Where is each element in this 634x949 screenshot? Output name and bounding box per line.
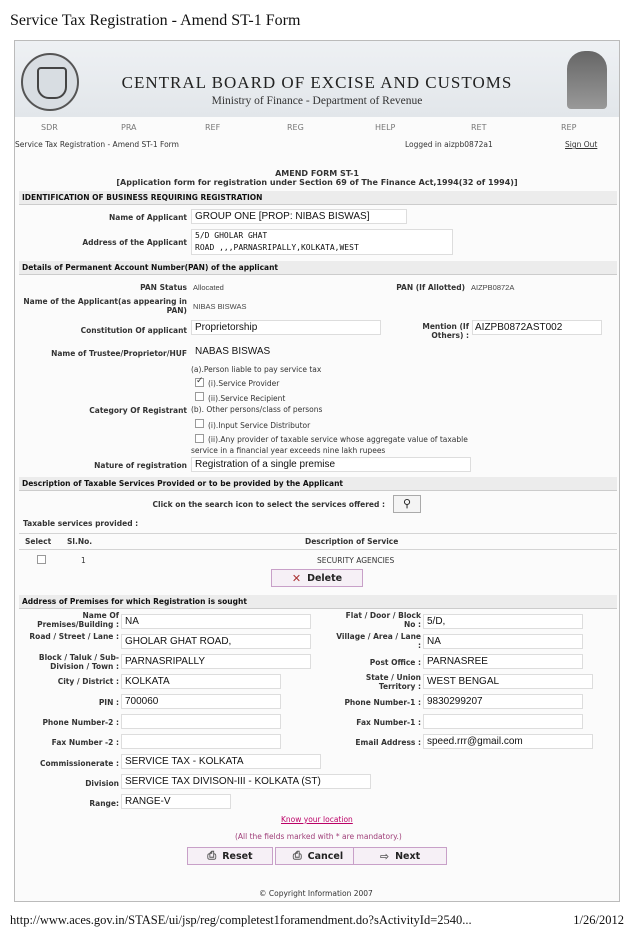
nav-item-ref[interactable]: REF: [205, 123, 221, 132]
section-pan: Details of Permanent Account Number(PAN) of the applicant: [19, 261, 617, 275]
print-date: 1/26/2012: [573, 913, 624, 927]
pin-label: PIN :: [98, 698, 119, 707]
commissionerate-value: SERVICE TAX - KOLKATA: [125, 756, 244, 767]
fax1-field[interactable]: [423, 714, 583, 729]
flat-field[interactable]: [423, 614, 583, 629]
village-label: Village / Area / Lane :: [336, 632, 421, 650]
service-row-slno: 1: [81, 556, 86, 565]
nature-of-registration-value: Registration of a single premise: [195, 459, 336, 470]
top-nav: [15, 121, 619, 135]
pan-name-value: NIBAS BISWAS: [193, 302, 247, 311]
city-label: City / District :: [57, 677, 119, 686]
division-value: SERVICE TAX DIVISON-III - KOLKATA (ST): [125, 776, 321, 787]
delete-button-label: Delete: [307, 572, 343, 584]
city-value: KOLKATA: [125, 676, 170, 687]
fax1-label: Fax Number-1 :: [356, 718, 421, 727]
taxable-services-heading: Taxable services provided :: [23, 519, 139, 528]
commissionerate-label: Commissionerate :: [40, 759, 119, 768]
pan-value: AIZPB0872A: [471, 283, 515, 292]
premises-name-field[interactable]: [121, 614, 311, 629]
section-services: Description of Taxable Services Provided or to be provided by the Applicant: [19, 477, 617, 491]
post-office-label: Post Office :: [369, 658, 421, 667]
nav-item-sdr[interactable]: SDR: [41, 123, 58, 132]
search-icon: ⚲: [402, 497, 412, 510]
pan-label: PAN (If Allotted): [396, 283, 465, 292]
cancel-button-label: Cancel: [307, 850, 344, 862]
input-service-distributor-label: (i).Input Service Distributor: [208, 421, 311, 430]
nav-item-pra[interactable]: PRA: [121, 123, 137, 132]
print-page-title: Service Tax Registration - Amend ST-1 Form: [10, 12, 301, 29]
nav-item-rep[interactable]: REP: [561, 123, 577, 132]
phone2-field[interactable]: [121, 714, 281, 729]
delete-icon: ✕: [291, 571, 302, 585]
nature-of-registration-label: Nature of registration: [94, 461, 187, 470]
mention-value: AIZPB0872AST002: [475, 322, 563, 333]
fax2-field[interactable]: [121, 734, 281, 749]
phone1-label: Phone Number-1 :: [344, 698, 421, 707]
search-services-button[interactable]: [393, 495, 421, 513]
phone2-label: Phone Number-2 :: [42, 718, 119, 727]
trustee-value: NABAS BISWAS: [195, 346, 271, 357]
state-label: State / Union Territory :: [365, 673, 421, 691]
block-value: PARNASRIPALLY: [125, 656, 206, 667]
form-title: AMEND FORM ST-1: [275, 169, 359, 178]
address-line-2: ROAD ,,,PARNASRIPALLY,KOLKATA,WEST: [195, 243, 359, 252]
constitution-label: Constitution Of applicant: [80, 326, 187, 335]
header-banner: [15, 41, 619, 117]
section-premises: Address of Premises for which Registration is sought: [19, 595, 617, 609]
premises-name-value: NA: [125, 616, 139, 627]
category-group-b: (b). Other persons/class of persons: [191, 405, 323, 414]
service-provider-checkbox[interactable]: [195, 378, 204, 387]
breadcrumb: Service Tax Registration - Amend ST-1 Form: [15, 140, 179, 149]
form-subtitle: [Application form for registration under Section 69 of The Finance Act,1994(32 of 1994)]: [116, 178, 518, 187]
state-value: WEST BENGAL: [427, 676, 500, 687]
premises-name-label: Name Of Premises/Building :: [37, 611, 119, 629]
section-identification: IDENTIFICATION OF BUSINESS REQUIRING REGISTRATION: [19, 191, 617, 205]
cancel-icon: ⎙: [292, 849, 302, 862]
phone1-value: 9830299207: [427, 696, 483, 707]
mandatory-note: (All the fields marked with * are mandatory.): [235, 832, 402, 841]
email-value: speed.rrr@gmail.com: [427, 736, 523, 747]
trustee-label: Name of Trustee/Proprietor/HUF: [51, 349, 187, 358]
range-label: Range:: [89, 799, 119, 808]
nav-item-ret[interactable]: RET: [471, 123, 487, 132]
search-instruction: Click on the search icon to select the services offered :: [152, 500, 385, 509]
next-arrow-icon: ⇨: [379, 849, 390, 863]
pin-value: 700060: [125, 696, 159, 707]
brand-title: CENTRAL BOARD OF EXCISE AND CUSTOMS: [121, 73, 513, 92]
address-label: Address of the Applicant: [82, 238, 187, 247]
range-value: RANGE-V: [125, 796, 171, 807]
nav-item-reg[interactable]: REG: [287, 123, 304, 132]
pan-status-label: PAN Status: [140, 283, 187, 292]
village-field[interactable]: [423, 634, 583, 649]
pan-status-value: Allocated: [193, 283, 224, 292]
next-button[interactable]: [353, 847, 447, 865]
aggregate-value-label-1: (ii).Any provider of taxable service whose aggregate value of taxable: [208, 435, 468, 444]
know-your-location-link[interactable]: Know your location: [281, 815, 353, 824]
col-slno: Sl.No.: [67, 537, 93, 546]
email-label: Email Address :: [355, 738, 421, 747]
aggregate-value-label-2: service in a financial year exceeds nine lakh rupees: [191, 446, 386, 455]
category-group-a: (a).Person liable to pay service tax: [191, 365, 322, 374]
screenshot-sheet: [14, 40, 620, 902]
name-of-applicant-value: GROUP ONE [PROP: NIBAS BISWAS]: [195, 211, 370, 222]
divider: [19, 549, 617, 550]
col-select: Select: [25, 537, 52, 546]
reset-button-label: Reset: [222, 850, 253, 862]
input-service-distributor-checkbox[interactable]: [195, 419, 204, 428]
breadcrumb-row: [15, 139, 619, 151]
mention-label: Mention (If Others) :: [422, 322, 469, 340]
next-button-label: Next: [395, 850, 421, 862]
constitution-value: Proprietorship: [195, 322, 258, 333]
aggregate-value-checkbox[interactable]: [195, 434, 204, 443]
reset-button[interactable]: [187, 847, 273, 865]
flat-label: Flat / Door / Block No :: [345, 611, 421, 629]
print-url: http://www.aces.gov.in/STASE/ui/jsp/reg/completest1foramendment.do?sActivityId=2540...: [10, 913, 472, 927]
post-office-value: PARNASREE: [427, 656, 488, 667]
reset-icon: ⎙: [207, 849, 217, 862]
address-line-1: 5/D GHOLAR GHAT: [195, 231, 268, 240]
delete-button[interactable]: [271, 569, 363, 587]
category-label: Category Of Registrant: [89, 406, 187, 415]
logged-in-user: Logged in aizpb0872a1: [405, 140, 493, 149]
flat-value: 5/D,: [427, 616, 446, 627]
service-row-checkbox[interactable]: [37, 555, 46, 564]
nav-item-help[interactable]: HELP: [375, 123, 396, 132]
cancel-button[interactable]: [275, 847, 361, 865]
sign-out-link[interactable]: Sign Out: [565, 140, 598, 149]
name-of-applicant-label: Name of Applicant: [109, 213, 187, 222]
division-label: Division: [85, 779, 119, 788]
village-value: NA: [427, 636, 441, 647]
copyright: © Copyright Information 2007: [259, 889, 373, 898]
service-provider-label: (i).Service Provider: [208, 379, 280, 388]
block-label: Block / Taluk / Sub-Division / Town :: [38, 653, 119, 671]
road-value: GHOLAR GHAT ROAD,: [125, 636, 232, 647]
brand-subtitle: Ministry of Finance - Department of Revenue: [211, 95, 423, 107]
service-row-description: SECURITY AGENCIES: [317, 556, 395, 565]
fax2-label: Fax Number -2 :: [51, 738, 119, 747]
divider: [19, 533, 617, 534]
road-label: Road / Street / Lane :: [29, 632, 119, 641]
service-recipient-label: (ii).Service Recipient: [208, 394, 286, 403]
print-footer: [10, 913, 624, 928]
col-description: Description of Service: [305, 537, 399, 546]
service-recipient-checkbox[interactable]: [195, 392, 204, 401]
pan-name-label: Name of the Applicant(as appearing in PAN): [23, 297, 187, 315]
